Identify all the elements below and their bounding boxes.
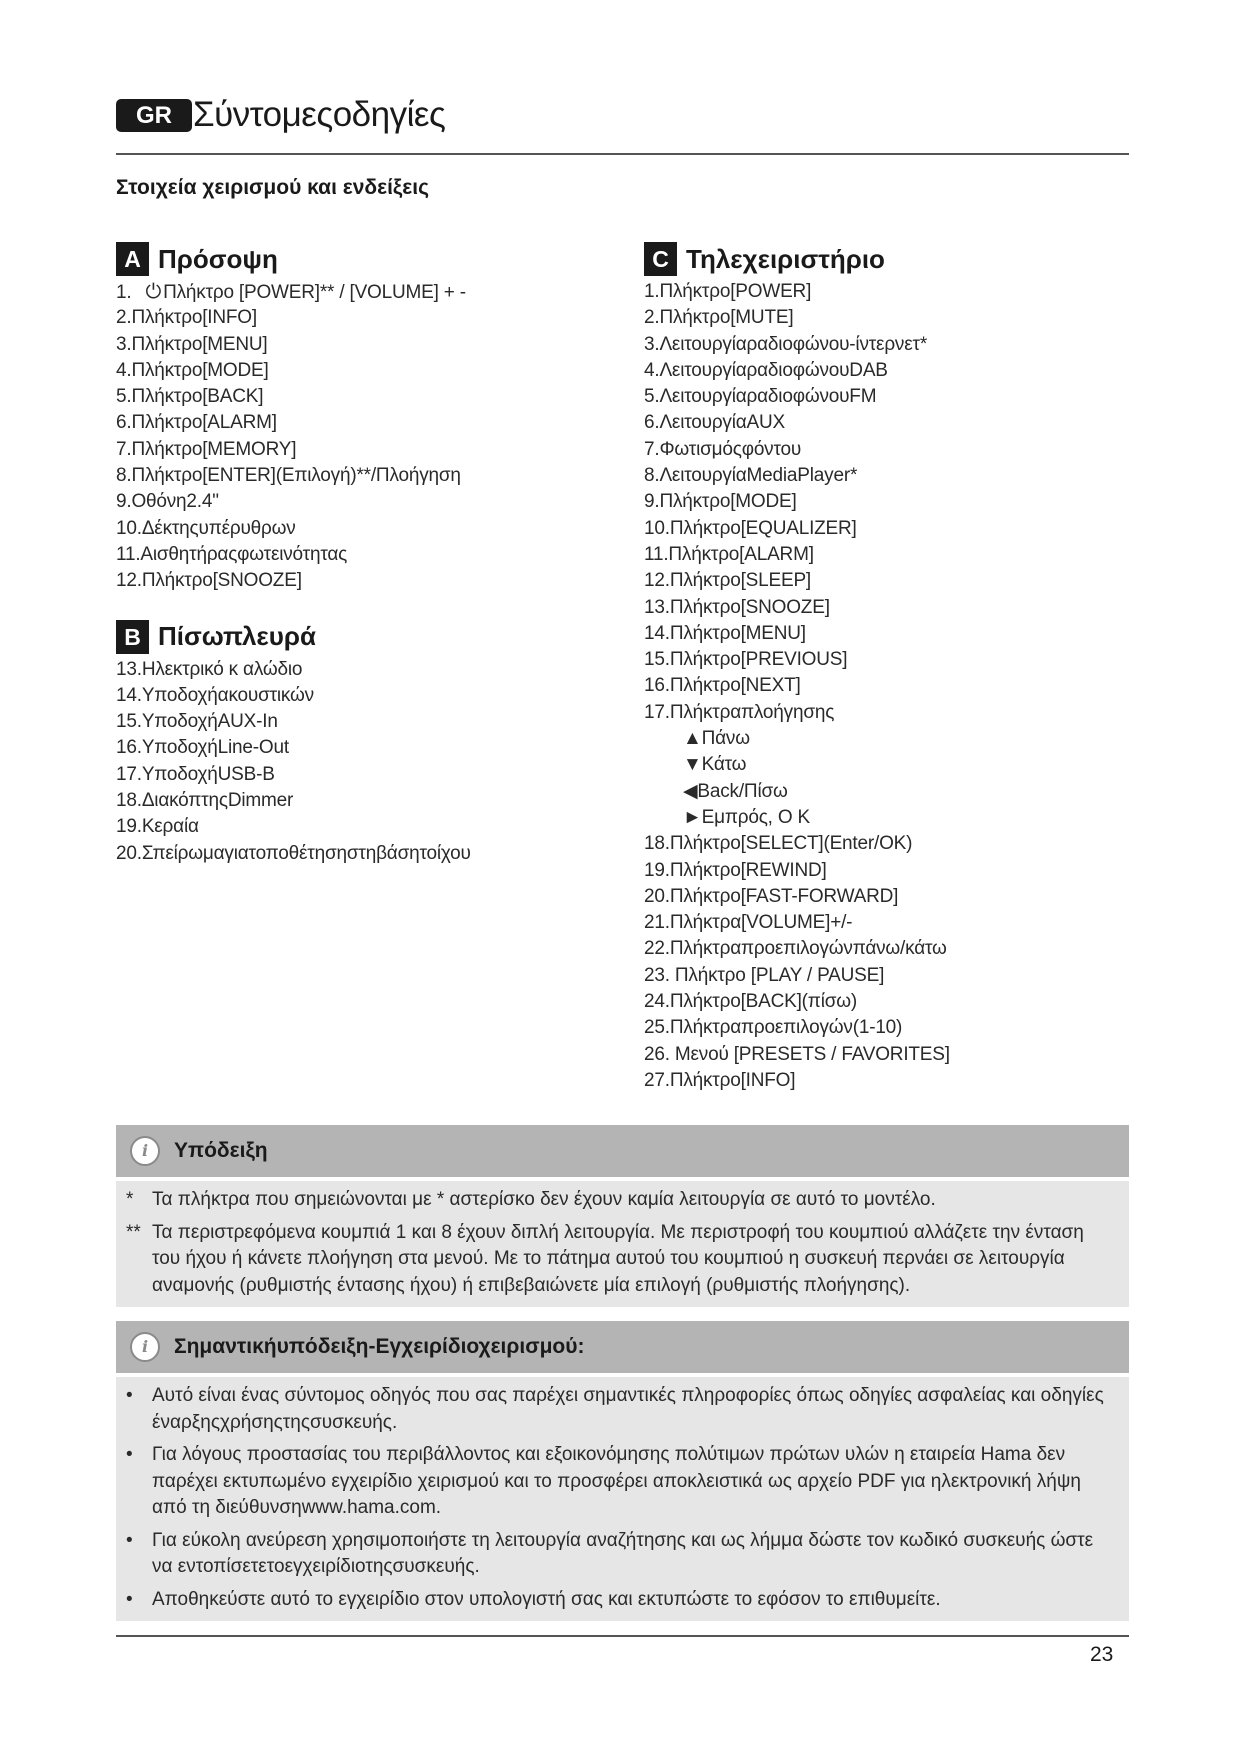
info-icon: i	[130, 1136, 160, 1166]
list-item: 22.Πλήκτραπροεπιλογώνπάνω/κάτω	[644, 938, 947, 960]
group-front-header	[116, 241, 616, 277]
footer-divider	[116, 1635, 1129, 1637]
power-icon: ⏻	[145, 281, 162, 303]
list-item: 2.Πλήκτρο[MUTE]	[644, 307, 794, 329]
list-item: 9.Οθόνη2.4"	[116, 491, 219, 513]
list-item: 13.Ηλεκτρικό κ αλώδιο	[116, 658, 303, 680]
list-item: 9.Πλήκτρο[MODE]	[644, 491, 797, 513]
list-item: 3.Πλήκτρο[MENU]	[116, 333, 268, 355]
remote-items-list	[644, 279, 1124, 1094]
group-remote	[644, 241, 1124, 1094]
double-asterisk-marker: **	[126, 1221, 141, 1243]
list-item: 20.Σπείρωμαγιατοποθέτησηστηβάσητοίχου	[116, 842, 471, 864]
list-item: 13.Πλήκτρο[SNOOZE]	[644, 596, 830, 618]
list-item: 14.Πλήκτρο[MENU]	[644, 622, 806, 644]
group-front	[116, 241, 616, 595]
list-item: 27.Πλήκτρο[INFO]	[644, 1069, 796, 1091]
list-subitem: ▼Κάτω	[683, 754, 747, 776]
group-back-title: Πίσωπλευρά	[158, 621, 316, 652]
group-back	[116, 619, 616, 867]
list-item: 7.Φωτισμόςφόντου	[644, 438, 802, 460]
bullet-marker: •	[126, 1444, 133, 1465]
list-item: 21.Πλήκτρα[VOLUME]+/-	[644, 912, 853, 934]
note-header	[116, 1125, 1129, 1177]
list-item: 12.Πλήκτρο[SLEEP]	[644, 570, 811, 592]
section-title: Στοιχεία χειρισμού και ενδείξεις	[116, 176, 429, 199]
list-item: 6.ΛειτουργίαAUX	[644, 412, 786, 434]
group-remote-header	[644, 241, 1124, 277]
list-item: 4.Πλήκτρο[MODE]	[116, 359, 269, 381]
list-item: 11.Αισθητήραςφωτεινότητας	[116, 543, 348, 565]
front-items-list	[116, 279, 616, 595]
bullet-row	[126, 1442, 1115, 1522]
bullet-marker: •	[126, 1529, 133, 1551]
important-note-body	[116, 1377, 1129, 1621]
note-body	[116, 1181, 1129, 1307]
group-letter-a: A	[116, 242, 149, 276]
note-row	[126, 1187, 1115, 1214]
right-column	[644, 241, 1124, 1094]
note-row	[126, 1220, 1115, 1300]
group-front-title: Πρόσοψη	[158, 243, 278, 274]
header-divider	[116, 153, 1129, 155]
list-item: 17.Πλήκτραπλοήγησης	[644, 701, 835, 723]
list-item: 24.Πλήκτρο[BACK](πίσω)	[644, 991, 858, 1013]
list-item: 6.Πλήκτρο[ALARM]	[116, 412, 277, 434]
list-item: 4.ΛειτουργίαραδιοφώνουDAB	[644, 359, 888, 381]
note-text: Για λόγους προστασίας του περιβάλλοντος και εξοικονόμησης πολύτιμων πρώτων υλών η εταιρεία Hama δεν παρέχει εκτυπωμένο εγχειρίδιο χειρισμού και το προσφέρει αποκλειστικά ως αρχείο PDF για ηλεκτρονική λήψη από τη διεύθυνσηwww.hama.com.	[152, 1444, 1081, 1518]
note-text: Τα περιστρεφόμενα κουμπιά 1 και 8 έχουν διπλή λειτουργία. Με περιστροφή του κουμπιού αλλάζετε την ένταση του ήχου ή κάνετε πλοήγηση στα μενού. Με το πάτημα αυτού του κουμπιού η συσκευή περνάει σε λειτουργία αναμονής (ρυθμιστής έντασης ήχου) ή επιβεβαιώνετε μία επιλογή (ρυθμιστής πλοήγησης).	[152, 1221, 1084, 1296]
list-item: 16.ΥποδοχήLine-Out	[116, 737, 289, 759]
list-item: 8.ΛειτουργίαMediaPlayer*	[644, 465, 858, 487]
list-item: 18.Πλήκτρο[SELECT](Enter/OK)	[644, 833, 913, 855]
list-item: 11.Πλήκτρο[ALARM]	[644, 543, 814, 565]
note-text: Τα πλήκτρα που σημειώνονται με * αστερίσκο δεν έχουν καμία λειτουργία σε αυτό το μοντέλο.	[152, 1189, 936, 1210]
bullet-row	[126, 1587, 1115, 1614]
list-item: 19.Κεραία	[116, 816, 199, 838]
bullet-marker: •	[126, 1588, 133, 1610]
list-item: 23. Πλήκτρο [PLAY / PAUSE]	[644, 964, 885, 986]
important-note-header	[116, 1321, 1129, 1373]
back-items-list	[116, 657, 616, 867]
group-letter-b: B	[116, 620, 149, 654]
list-item: 16.Πλήκτρο[NEXT]	[644, 675, 801, 697]
asterisk-marker: *	[126, 1189, 134, 1210]
list-item: 26. Μενού [PRESETS / FAVORITES]	[644, 1043, 950, 1065]
list-item: 15.Πλήκτρο[PREVIOUS]	[644, 649, 848, 671]
note-text: Αυτό είναι ένας σύντομος οδηγός που σας παρέχει σημαντικές πληροφορίες όπως οδηγίες ασφαλείας και οδηγίες έναρξηςχρήσηςτηςσυσκευής.	[152, 1385, 1104, 1433]
list-item: 2.Πλήκτρο[INFO]	[116, 307, 257, 329]
page-number: 23	[1090, 1643, 1114, 1666]
list-item: 19.Πλήκτρο[REWIND]	[644, 859, 827, 881]
bullet-row	[126, 1383, 1115, 1436]
list-item: 5.ΛειτουργίαραδιοφώνουFM	[644, 386, 877, 408]
page-title: Σύντομεςοδηγίες	[193, 95, 446, 134]
info-icon: i	[130, 1332, 160, 1362]
list-item: 14.Υποδοχήακουστικών	[116, 684, 314, 706]
list-item: 1. ⏻ Πλήκτρο [POWER]** / [VOLUME] + -	[116, 281, 466, 303]
list-item: 20.Πλήκτρο[FAST-FORWARD]	[644, 885, 899, 907]
important-note-title: Σημαντικήυπόδειξη-Εγχειρίδιοχειρισμού:	[174, 1335, 585, 1358]
list-subitem: ◀Back/Πίσω	[683, 780, 788, 802]
group-letter-c: C	[644, 242, 677, 276]
note-text: Αποθηκεύστε αυτό το εγχειρίδιο στον υπολογιστή σας και εκτυπώστε το εφόσον το επιθυμείτε.	[152, 1588, 941, 1610]
list-item: 3.Λειτουργίαραδιοφώνου-ίντερνετ*	[644, 333, 928, 355]
list-item: 7.Πλήκτρο[MEMORY]	[116, 438, 297, 460]
list-item: 1.Πλήκτρο[POWER]	[644, 281, 812, 302]
note-title: Υπόδειξη	[174, 1139, 268, 1162]
list-item: 12.Πλήκτρο[SNOOZE]	[116, 570, 302, 592]
list-item: 10.Πλήκτρο[EQUALIZER]	[644, 517, 857, 539]
list-subitem: ►Εμπρός, Ο Κ	[683, 806, 810, 828]
note-text: Για εύκολη ανεύρεση χρησιμοποιήστε τη λειτουργία αναζήτησης και ως λήμμα δώστε τον κωδικό συσκευής ώστε να εντοπίσετετοεγχειρίδιοτηςσυσκευής.	[152, 1529, 1094, 1577]
list-subitem: ▲Πάνω	[683, 728, 750, 750]
bullet-row	[126, 1528, 1115, 1581]
list-item: 15.ΥποδοχήAUX-In	[116, 711, 278, 733]
list-item: 25.Πλήκτραπροεπιλογών(1-10)	[644, 1017, 903, 1039]
language-badge: GR	[116, 99, 192, 132]
left-column	[116, 241, 616, 867]
list-item: 5.Πλήκτρο[BACK]	[116, 386, 264, 408]
bullet-marker: •	[126, 1385, 133, 1406]
group-remote-title: Τηλεχειριστήριο	[686, 243, 885, 274]
list-item: 10.Δέκτηςυπέρυθρων	[116, 517, 296, 539]
group-back-header	[116, 619, 616, 655]
list-item: 18.ΔιακόπτηςDimmer	[116, 790, 294, 812]
list-item: 17.ΥποδοχήUSB-B	[116, 763, 275, 785]
list-item: 8.Πλήκτρο[ENTER](Επιλογή)**/Πλοήγηση	[116, 465, 461, 487]
